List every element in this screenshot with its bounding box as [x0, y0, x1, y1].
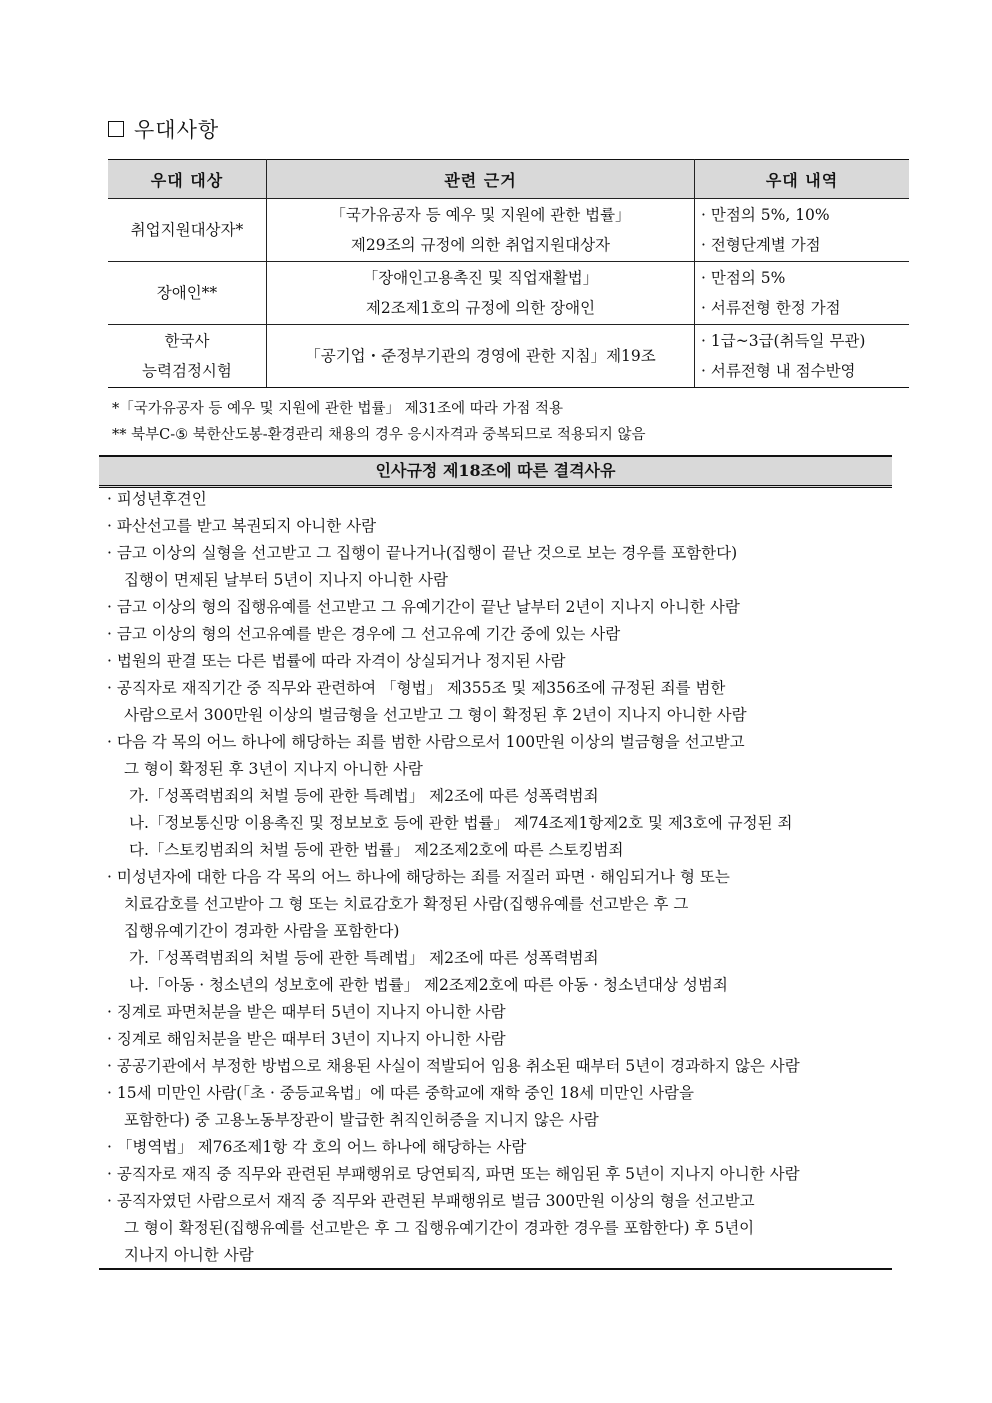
basis-line: 「공기업・준정부기관의 경영에 관한 지침」제19조: [305, 347, 656, 365]
list-item-continuation: 지나지 아니한 사람: [124, 1246, 254, 1264]
cell-target: [108, 325, 266, 388]
preferences-title-text: 우대사항: [134, 118, 220, 142]
list-subitem: 가.「성폭력범죄의 처벌 등에 관한 특례법」 제2조에 따른 성폭력범죄: [129, 949, 599, 967]
cell-basis: [266, 325, 694, 388]
benefit-line: · 만점의 5%: [701, 269, 786, 287]
list-item: · 법원의 판결 또는 다른 법률에 따라 자격이 상실되거나 정지된 사람: [107, 652, 566, 670]
list-item: · 징계로 해임처분을 받은 때부터 3년이 지나지 아니한 사람: [107, 1030, 506, 1048]
footnotes: [112, 396, 646, 448]
benefit-line: · 만점의 5%, 10%: [701, 206, 830, 224]
list-item: · 공공기관에서 부정한 방법으로 채용된 사실이 적발되어 임용 취소된 때부터 5년이 경과하지 않은 사람: [107, 1057, 800, 1075]
table-row: [108, 325, 909, 388]
basis-line: 제2조제1호의 규정에 의한 장애인: [365, 299, 596, 317]
cell-target: [108, 262, 266, 325]
list-item: · 공직자로 재직기간 중 직무와 관련하여 「형법」 제355조 및 제356조에 규정된 죄를 범한: [107, 679, 726, 697]
footnote: *「국가유공자 등 예우 및 지원에 관한 법률」 제31조에 따라 가점 적용: [112, 401, 563, 417]
list-item-continuation: 치료감호를 선고받아 그 형 또는 치료감호가 확정된 사람(집행유예를 선고받은 후 그: [124, 895, 689, 913]
cell-benefit: [695, 262, 909, 325]
bottom-divider: [99, 1268, 892, 1270]
basis-line: 「국가유공자 등 예우 및 지원에 관한 법률」: [330, 206, 631, 224]
benefit-line: · 전형단계별 가점: [701, 236, 821, 254]
target-text: 장애인**: [156, 284, 218, 302]
list-subitem: 나.「아동 · 청소년의 성보호에 관한 법률」 제2조제2호에 따른 아동 · 청소년대상 성범죄: [129, 976, 728, 994]
benefit-line: · 1급~3급(취득일 무관): [701, 332, 866, 350]
target-text: 한국사: [164, 332, 210, 350]
preferences-section-title: [108, 114, 219, 144]
footnote: ** 북부C-⑤ 북한산도봉-환경관리 채용의 경우 응시자격과 중복되므로 적용되지 않음: [112, 427, 646, 443]
list-item: · 금고 이상의 형의 선고유예를 받은 경우에 그 선고유예 기간 중에 있는 사람: [107, 625, 621, 643]
list-item: · 공직자였던 사람으로서 재직 중 직무와 관련된 부패행위로 벌금 300만원 이상의 형을 선고받고: [107, 1192, 755, 1210]
table-header-row: [108, 160, 909, 199]
list-item-continuation: 포함한다) 중 고용노동부장관이 발급한 취직인허증을 지니지 않은 사람: [124, 1111, 599, 1129]
list-item: · 「병역법」 제76조제1항 각 호의 어느 하나에 해당하는 사람: [107, 1138, 527, 1156]
list-item-continuation: 그 형이 확정된 후 3년이 지나지 아니한 사람: [124, 760, 423, 778]
disqualification-list: [107, 486, 897, 1269]
disqualification-header: 인사규정 제18조에 따른 결격사유: [99, 455, 892, 488]
list-item-continuation: 그 형이 확정된(집행유예를 선고받은 후 그 집행유예기간이 경과한 경우를 포함한다) 후 5년이: [124, 1219, 755, 1237]
list-item: · 다음 각 목의 어느 하나에 해당하는 죄를 범한 사람으로서 100만원 이상의 벌금형을 선고받고: [107, 733, 745, 751]
list-item: · 금고 이상의 형의 집행유예를 선고받고 그 유예기간이 끝난 날부터 2년이 지나지 아니한 사람: [107, 598, 740, 616]
target-text: 능력검정시험: [142, 362, 232, 380]
list-item: · 징계로 파면처분을 받은 때부터 5년이 지나지 아니한 사람: [107, 1003, 506, 1021]
list-item-continuation: 사람으로서 300만원 이상의 벌금형을 선고받고 그 형이 확정된 후 2년이 지나지 아니한 사람: [124, 706, 747, 724]
list-item: · 공직자로 재직 중 직무와 관련된 부패행위로 당연퇴직, 파면 또는 해임된 후 5년이 지나지 아니한 사람: [107, 1165, 800, 1183]
basis-line: 「장애인고용촉진 및 직업재활법」: [362, 269, 599, 287]
list-subitem: 가.「성폭력범죄의 처벌 등에 관한 특례법」 제2조에 따른 성폭력범죄: [129, 787, 599, 805]
cell-benefit: [695, 325, 909, 388]
header-target: 우대 대상: [108, 160, 266, 199]
list-item: · 파산선고를 받고 복권되지 아니한 사람: [107, 517, 377, 535]
list-subitem: 다.「스토킹범죄의 처벌 등에 관한 법률」 제2조제2호에 따른 스토킹범죄: [129, 841, 624, 859]
cell-target: [108, 199, 266, 262]
target-text: 취업지원대상자*: [130, 221, 244, 239]
list-item: · 금고 이상의 실형을 선고받고 그 집행이 끝나거나(집행이 끝난 것으로 보는 경우를 포함한다): [107, 544, 738, 562]
header-benefit: 우대 내역: [695, 160, 909, 199]
table-row: [108, 262, 909, 325]
benefit-line: · 서류전형 내 점수반영: [701, 362, 856, 380]
list-subitem: 나.「정보통신망 이용촉진 및 정보보호 등에 관한 법률」 제74조제1항제2호 및 제3호에 규정된 죄: [129, 814, 793, 832]
cell-benefit: [695, 199, 909, 262]
list-item: · 미성년자에 대한 다음 각 목의 어느 하나에 해당하는 죄를 저질러 파면 · 해임되거나 형 또는: [107, 868, 730, 886]
benefit-line: · 서류전형 한정 가점: [701, 299, 841, 317]
header-basis: 관련 근거: [266, 160, 694, 199]
list-item: · 15세 미만인 사람(「초 · 중등교육법」에 따른 중학교에 재학 중인 18세 미만인 사람을: [107, 1084, 694, 1102]
cell-basis: [266, 262, 694, 325]
list-item: · 피성년후견인: [107, 490, 207, 508]
cell-basis: [266, 199, 694, 262]
preferences-table: [108, 159, 909, 388]
checkbox-square-icon: [108, 121, 124, 137]
list-item-continuation: 집행이 면제된 날부터 5년이 지나지 아니한 사람: [124, 571, 448, 589]
basis-line: 제29조의 규정에 의한 취업지원대상자: [350, 236, 611, 254]
table-row: [108, 199, 909, 262]
list-item-continuation: 집행유예기간이 경과한 사람을 포함한다): [124, 922, 400, 940]
